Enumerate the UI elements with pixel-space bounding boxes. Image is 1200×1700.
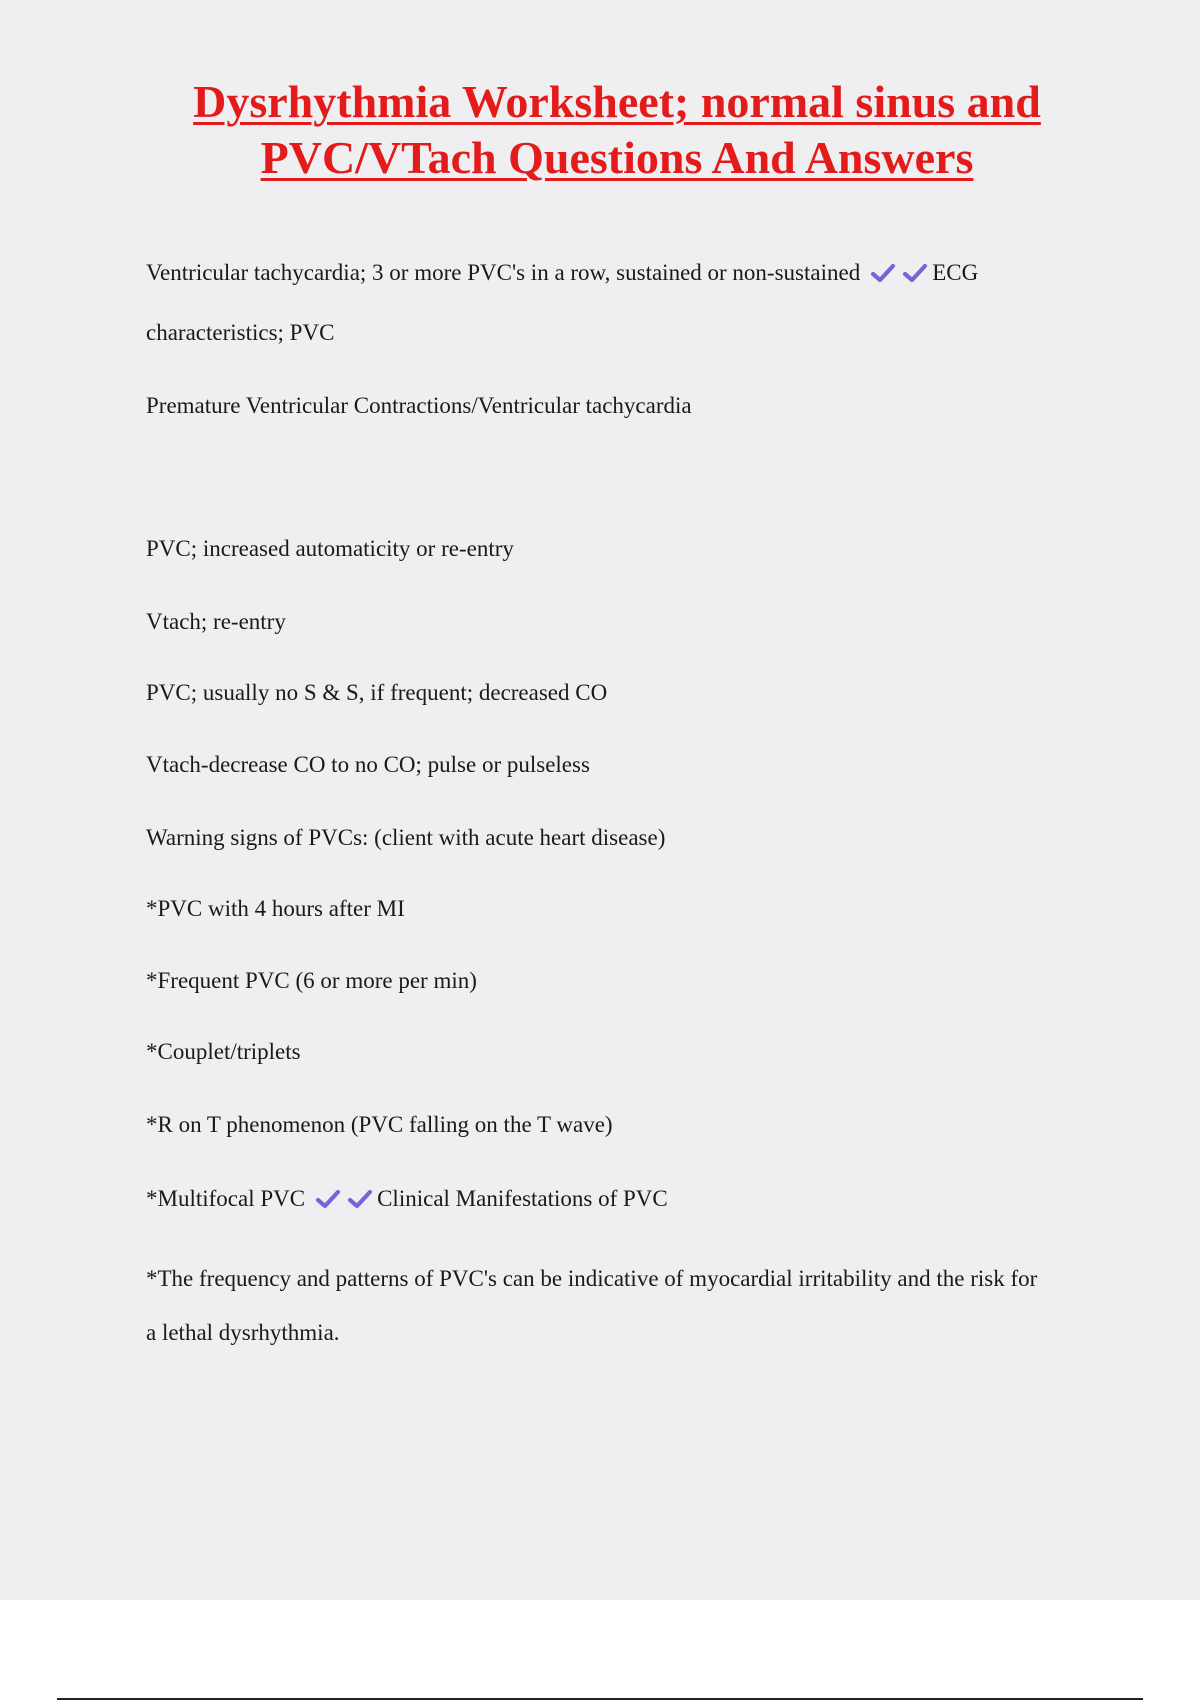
answer-line-7: Vtach-decrease CO to no CO; pulse or pulseless <box>146 752 590 777</box>
answer-line-8: Warning signs of PVCs: (client with acute heart disease) <box>146 825 666 850</box>
checkmark-icon <box>870 263 896 283</box>
answer-line-11: *Couplet/triplets <box>146 1039 301 1064</box>
line-text: ECG <box>932 260 979 285</box>
line-text: Clinical Manifestations of PVC <box>377 1186 668 1211</box>
answer-line-12: *R on T phenomenon (PVC falling on the T wave) <box>146 1112 613 1137</box>
answer-line-1 <box>146 258 978 288</box>
checkmark-icon <box>902 263 928 283</box>
answer-line-4: PVC; increased automaticity or re-entry <box>146 536 514 561</box>
answer-line-5: Vtach; re-entry <box>146 609 286 634</box>
title-line-2: PVC/VTach Questions And Answers <box>260 132 974 183</box>
answer-line-14: *The frequency and patterns of PVC's can be indicative of myocardial irritability and the risk for <box>146 1266 1038 1291</box>
answer-line-10: *Frequent PVC (6 or more per min) <box>146 968 477 993</box>
answer-line-15: a lethal dysrhythmia. <box>146 1320 340 1345</box>
line-text: Ventricular tachycardia; 3 or more PVC's in a row, sustained or non-sustained <box>146 260 861 285</box>
title-line-1: Dysrhythmia Worksheet; normal sinus and <box>193 76 1041 127</box>
answer-line-6: PVC; usually no S & S, if frequent; decreased CO <box>146 680 608 705</box>
answer-line-3: Premature Ventricular Contractions/Ventricular tachycardia <box>146 393 692 418</box>
line-text: *Multifocal PVC <box>146 1186 306 1211</box>
document-title <box>60 74 1174 186</box>
answer-line-13 <box>146 1184 668 1214</box>
checkmark-icon <box>315 1189 341 1209</box>
checkmark-icon <box>347 1189 373 1209</box>
answer-line-9: *PVC with 4 hours after MI <box>146 896 405 921</box>
answer-line-2: characteristics; PVC <box>146 320 335 345</box>
